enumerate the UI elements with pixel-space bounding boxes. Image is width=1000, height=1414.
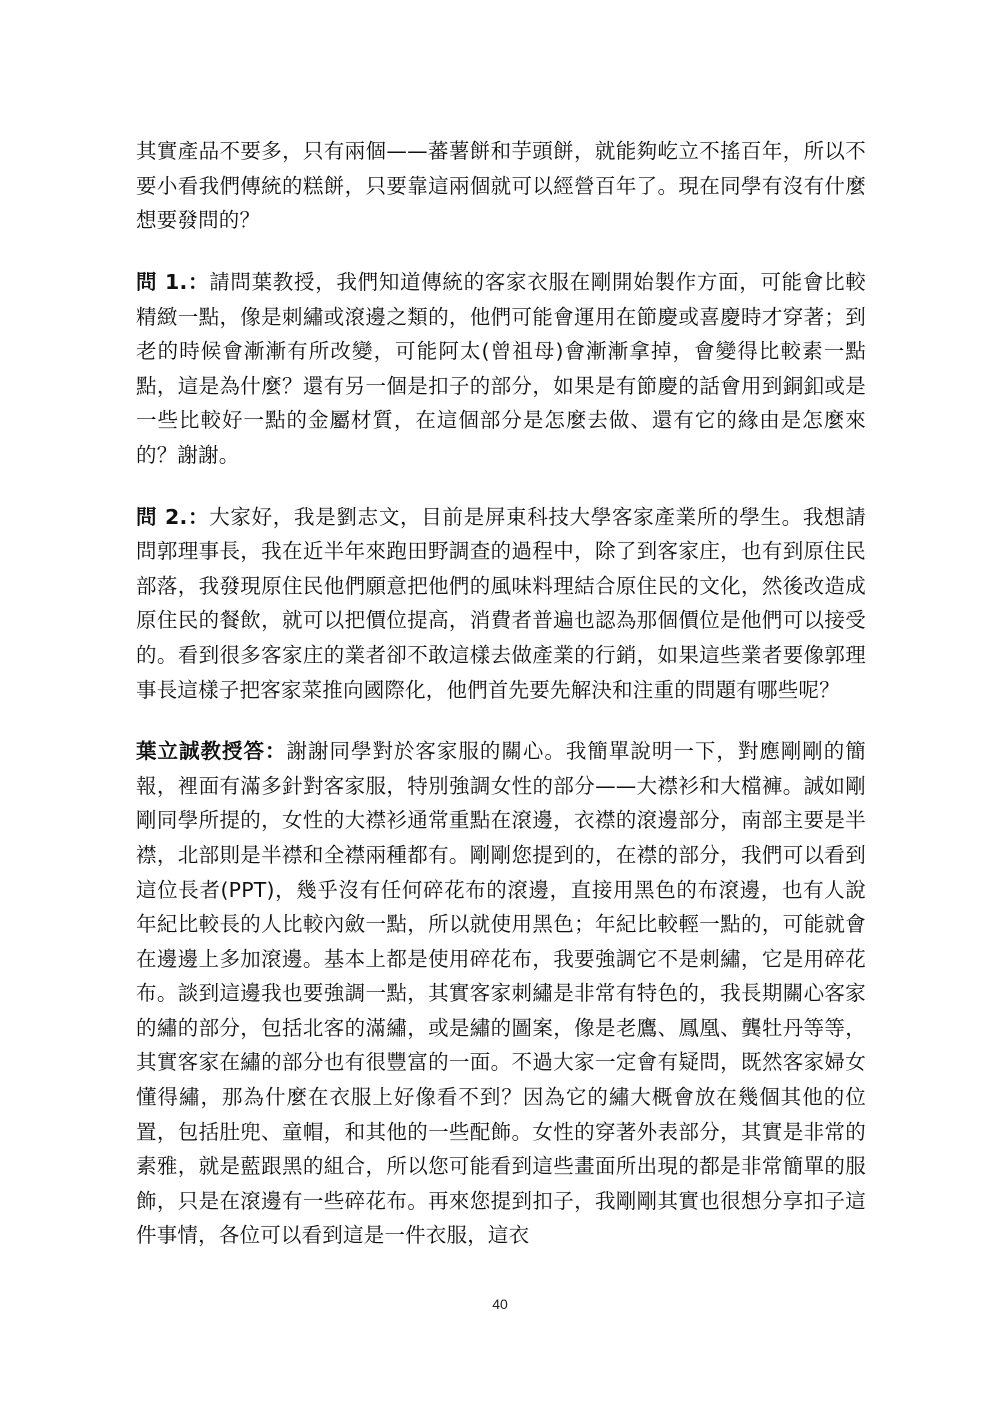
paragraph-text: 請問葉教授，我們知道傳統的客家衣服在剛開始製作方面，可能會比較精緻一點，像是刺繡或滾邊之類的，他們可能會運用在節慶或喜慶時才穿著；到老的時候會漸漸有所改變，可能阿太(曾祖母)會漸漸拿掉，會變得比較素一點點，這是為什麼？還有另一個是扣子的部分，如果是有節慶的話會用到銅釦或是一些比較好一點的金屬材質，在這個部分是怎麼去做、還有它的緣由是怎麼來的？謝謝。: [136, 270, 866, 467]
paragraph-question-2: [136, 500, 866, 708]
speaker-label: 葉立誠教授答：: [136, 739, 287, 764]
speaker-label: 問 2.：: [136, 504, 210, 529]
paragraph-intro: [136, 134, 866, 238]
paragraph-answer: [136, 734, 866, 1253]
page-number: 40: [492, 1296, 508, 1312]
paragraph-text: 其實產品不要多，只有兩個——蕃薯餅和芋頭餅，就能夠屹立不搖百年，所以不要小看我們傳統的糕餅，只要靠這兩個就可以經營百年了。現在同學有沒有什麼想要發問的？: [136, 139, 866, 233]
speaker-label: 問 1.：: [136, 270, 210, 294]
paragraph-question-1: [136, 265, 866, 473]
paragraph-text: 大家好，我是劉志文，目前是屏東科技大學客家產業所的學生。我想請問郭理事長，我在近半年來跑田野調查的過程中，除了到客家庄，也有到原住民部落，我發現原住民他們願意把他們的風味料理結合原住民的文化，然後改造成原住民的餐飲，就可以把價位提高，消費者普遍也認為那個價位是他們可以接受的。看到很多客家庄的業者卻不敢這樣去做產業的行銷，如果這些業者要像郭理事長這樣子把客家菜推向國際化，他們首先要先解決和注重的問題有哪些呢？: [136, 504, 866, 702]
document-body: [136, 134, 866, 1253]
paragraph-text: 謝謝同學對於客家服的關心。我簡單說明一下，對應剛剛的簡報，裡面有滿多針對客家服，特別強調女性的部分——大襟衫和大檔褲。誠如剛剛同學所提的，女性的大襟衫通常重點在滾邊，衣襟的滾邊部分，南部主要是半襟，北部則是半襟和全襟兩種都有。剛剛您提到的，在襟的部分，我們可以看到這位長者(PPT)，幾乎沒有任何碎花布的滾邊，直接用黑色的布滾邊，也有人說年紀比較長的人比較內斂一點，所以就使用黑色；年紀比較輕一點的，可能就會在邊邊上多加滾邊。基本上都是使用碎花布，我要強調它不是刺繡，它是用碎花布。談到這邊我也要強調一點，其實客家刺繡是非常有特色的，我長期關心客家的繡的部分，包括北客的滿繡，或是繡的圖案，像是老鷹、鳳凰、龔牡丹等等，其實客家在繡的部分也有很豐富的一面。不過大家一定會有疑問，既然客家婦女懂得繡，那為什麼在衣服上好像看不到？因為它的繡大概會放在幾個其他的位置，包括肚兜、童帽，和其他的一些配飾。女性的穿著外表部分，其實是非常的素雅，就是藍跟黑的組合，所以您可能看到這些畫面所出現的都是非常簡單的服飾，只是在滾邊有一些碎花布。再來您提到扣子，我剛剛其實也很想分享扣子這件事情，各位可以看到這是一件衣服，這衣: [136, 739, 866, 1248]
